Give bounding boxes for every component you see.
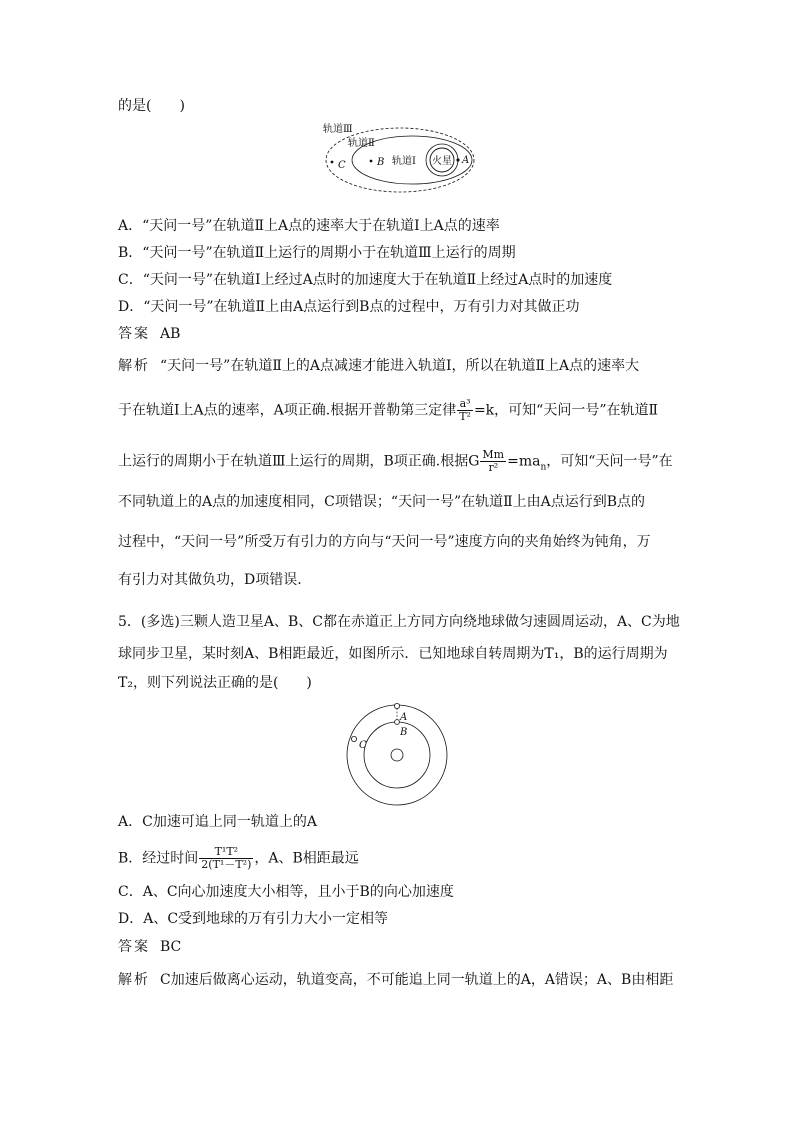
q5-stem-line-3: T₂，则下列说法正确的是( ) [118,675,312,691]
label-orbit-1: 轨道Ⅰ [392,156,416,167]
q5-option-d: D．A、C受到地球的万有引力大小一定相等 [118,911,389,927]
q5-orbit-diagram [344,702,450,808]
q4-analysis-line-6: 有引力对其做负功，D项错误. [118,572,302,588]
kepler-fraction: $\frac{\text{a³}}{\text{T²}}$ [459,397,471,423]
q4-orbit-diagram [318,118,478,208]
q4-analysis-line-1: 解析 “天问一号”在轨道Ⅱ上的A点减速才能进入轨道Ⅰ，所以在轨道Ⅱ上A点的速率大 [118,358,640,374]
q5-analysis-line-1: 解析 C加速后做离心运动，轨道变高，不可能追上同一轨道上的A，A错误；A、B由相距 [118,972,674,988]
label-b: B [400,727,408,738]
inner-orbit [364,722,430,788]
q5-stem-line-1: 5．(多选)三颗人造卫星A、B、C都在赤道正上方同方向绕地球做匀速圆周运动，A、C为地 [118,614,680,630]
q4-stem-end: 的是( ) [118,98,185,114]
q5-option-c: C．A、C向心加速度大小相等，且小于B的向心加速度 [118,884,454,900]
label-c: C [338,160,346,171]
point-b [370,160,373,163]
label-orbit-3: 轨道Ⅲ [323,124,353,135]
q4-analysis-line-5: 过程中，“天问一号”所受万有引力的方向与“天问一号”速度方向的夹角始终为钝角，万 [118,534,651,550]
time-fraction: $\frac{\text{T¹T²}}{\text{2(T¹－T²)}}$ [201,845,252,871]
q4-analysis-line-3: 上运行的周期小于在轨道Ⅲ上运行的周期，B项正确.根据G $\frac{Mm}{\text{r²}}$ $=ma_n$，可知“天问一号”在 [118,448,673,474]
label-b: B [377,157,385,168]
label-a: A [400,712,408,723]
label-mars: 火星 [432,156,452,167]
point-a [456,158,459,161]
label-a: A [462,155,470,166]
q5-option-a: A．C加速可追上同一轨道上的A [118,814,317,830]
satellite-c [351,736,356,741]
q4-option-c: C．“天问一号”在轨道Ⅰ上经过A点时的加速度大于在轨道Ⅱ上经过A点时的加速度 [118,272,613,288]
q4-option-d: D．“天问一号”在轨道Ⅱ上由A点运行到B点的过程中，万有引力对其做正功 [118,299,580,315]
q4-analysis-line-2: 于在轨道Ⅰ上A点的速率，A项正确.根据开普勒第三定律 $\frac{\text{a³}}{\text{T²}}$ =k，可知“天问一号”在轨道Ⅱ [118,397,658,423]
satellite-b [395,720,400,725]
q4-option-a: A．“天问一号”在轨道Ⅱ上A点的速率大于在轨道Ⅰ上A点的速率 [118,218,500,234]
q4-option-b: B．“天问一号”在轨道Ⅱ上运行的周期小于在轨道Ⅲ上运行的周期 [118,245,516,261]
point-c [331,161,334,164]
satellite-a [394,703,399,708]
q4-answer: 答案 AB [118,326,181,342]
label-c: C [359,740,367,751]
q5-answer: 答案 BC [118,939,182,955]
label-orbit-2: 轨道Ⅱ [348,138,375,149]
earth [391,749,403,761]
q5-option-b: B．经过时间 $\frac{\text{T¹T²}}{\text{2(T¹－T²)}}$ ，A、B相距最远 [118,845,359,871]
q5-stem-line-2: 球同步卫星，某时刻A、B相距最近，如图所示．已知地球自转周期为T₁，B的运行周期为 [118,646,668,662]
gravity-fraction: $\frac{Mm}{\text{r²}}$ [482,448,505,474]
q4-analysis-line-4: 不同轨道上的A点的加速度相同，C项错误；“天问一号”在轨道Ⅱ上由A点运行到B点的 [118,494,646,510]
